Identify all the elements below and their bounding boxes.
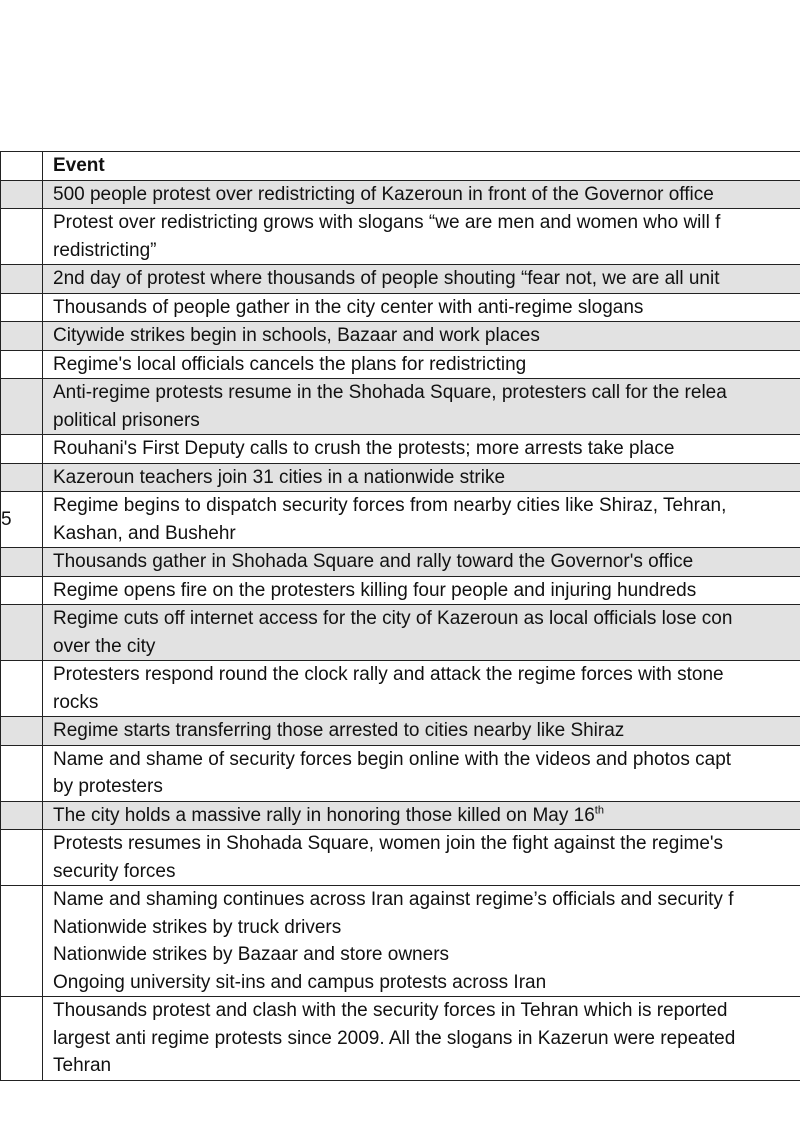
date-cell	[1, 830, 43, 886]
date-cell	[1, 997, 43, 1081]
event-text: Regime's local officials cancels the plans for redistricting	[53, 353, 527, 375]
date-cell	[1, 463, 43, 492]
event-cell	[43, 209, 800, 265]
event-text: Protesters respond round the clock rally and attack the regime forces with stone rocks	[53, 664, 724, 713]
table-row	[1, 801, 800, 830]
date-cell	[1, 548, 43, 577]
event-text: Thousands of people gather in the city center with anti-regime slogans	[53, 296, 644, 318]
event-text: Name and shame of security forces begin online with the videos and photos capt by protesters	[53, 748, 732, 797]
table-row	[1, 605, 800, 661]
table-row	[1, 745, 800, 801]
table-row	[1, 886, 800, 997]
table-row	[1, 576, 800, 605]
table-row	[1, 379, 800, 435]
date-cell	[1, 322, 43, 351]
table-row	[1, 830, 800, 886]
timeline-table	[0, 151, 800, 1081]
event-cell	[43, 265, 800, 294]
event-cell	[43, 745, 800, 801]
event-text: Protest over redistricting grows with slogans “we are men and women who will f redistricting”	[53, 212, 721, 261]
date-cell	[1, 661, 43, 717]
event-cell	[43, 605, 800, 661]
event-cell	[43, 717, 800, 746]
event-text: Regime starts transferring those arrested to cities nearby like Shiraz	[53, 720, 625, 741]
event-cell	[43, 180, 800, 209]
event-text: Anti-regime protests resume in the Shohada Square, protesters call for the relea political prisoners	[53, 382, 727, 431]
event-cell	[43, 886, 800, 997]
table-row	[1, 463, 800, 492]
date-cell	[1, 435, 43, 464]
table-header-row	[1, 152, 800, 181]
date-column-header	[1, 152, 43, 181]
table-row	[1, 209, 800, 265]
table-row	[1, 661, 800, 717]
table-row	[1, 435, 800, 464]
event-text: 2nd day of protest where thousands of people shouting “fear not, we are all unit	[53, 268, 720, 289]
date-cell	[1, 801, 43, 830]
date-cell	[1, 745, 43, 801]
event-cell	[43, 661, 800, 717]
timeline-table-container	[0, 151, 800, 1081]
event-cell	[43, 293, 800, 322]
event-text: The city holds a massive rally in honoring those killed on May 16	[53, 804, 595, 826]
date-cell	[1, 209, 43, 265]
event-cell	[43, 350, 800, 379]
event-cell	[43, 463, 800, 492]
event-cell	[43, 997, 800, 1081]
date-cell	[1, 886, 43, 997]
event-cell	[43, 576, 800, 605]
table-row	[1, 717, 800, 746]
event-text: Rouhani's First Deputy calls to crush the protests; more arrests take place	[53, 438, 675, 459]
event-cell	[43, 548, 800, 577]
date-cell	[1, 350, 43, 379]
event-text: Regime begins to dispatch security forces from nearby cities like Shiraz, Tehran, Kashan, and Bushehr	[53, 495, 727, 544]
date-cell	[1, 180, 43, 209]
event-text: Name and shaming continues across Iran against regime’s officials and security f Nationwide strikes by truck drivers Nationwide strikes by Bazaar and store owners Ongoing university sit-ins and campus protests across Iran	[53, 889, 734, 993]
table-row	[1, 997, 800, 1081]
table-row	[1, 548, 800, 577]
table-row	[1, 492, 800, 548]
event-cell	[43, 492, 800, 548]
date-cell	[1, 717, 43, 746]
table-row	[1, 350, 800, 379]
event-text: 500 people protest over redistricting of Kazeroun in front of the Governor office	[53, 183, 714, 205]
event-text: Regime opens fire on the protesters killing four people and injuring hundreds	[53, 579, 697, 601]
event-cell	[43, 322, 800, 351]
event-text: Thousands protest and clash with the security forces in Tehran which is reported largest anti regime protests since 2009. All the slogans in Kazerun were repeated Tehran	[53, 1000, 736, 1076]
ordinal-superscript: th	[594, 804, 604, 817]
event-cell	[43, 379, 800, 435]
table-row	[1, 293, 800, 322]
date-cell	[1, 293, 43, 322]
table-row	[1, 265, 800, 294]
event-text: Kazeroun teachers join 31 cities in a nationwide strike	[53, 466, 506, 488]
table-body	[1, 180, 800, 1080]
event-text: Thousands gather in Shohada Square and rally toward the Governor's office	[53, 551, 694, 572]
date-cell	[1, 379, 43, 435]
date-cell: 5	[1, 492, 43, 548]
date-cell	[1, 265, 43, 294]
table-row	[1, 322, 800, 351]
date-cell	[1, 576, 43, 605]
event-text: Protests resumes in Shohada Square, women join the fight against the regime's security forces	[53, 833, 724, 882]
event-cell	[43, 435, 800, 464]
table-row	[1, 180, 800, 209]
event-text: Regime cuts off internet access for the city of Kazeroun as local officials lose con over the city	[53, 608, 733, 657]
date-cell	[1, 605, 43, 661]
event-column-header: Event	[43, 152, 800, 181]
event-cell	[43, 801, 800, 830]
event-cell	[43, 830, 800, 886]
event-text: Citywide strikes begin in schools, Bazaar and work places	[53, 325, 540, 346]
